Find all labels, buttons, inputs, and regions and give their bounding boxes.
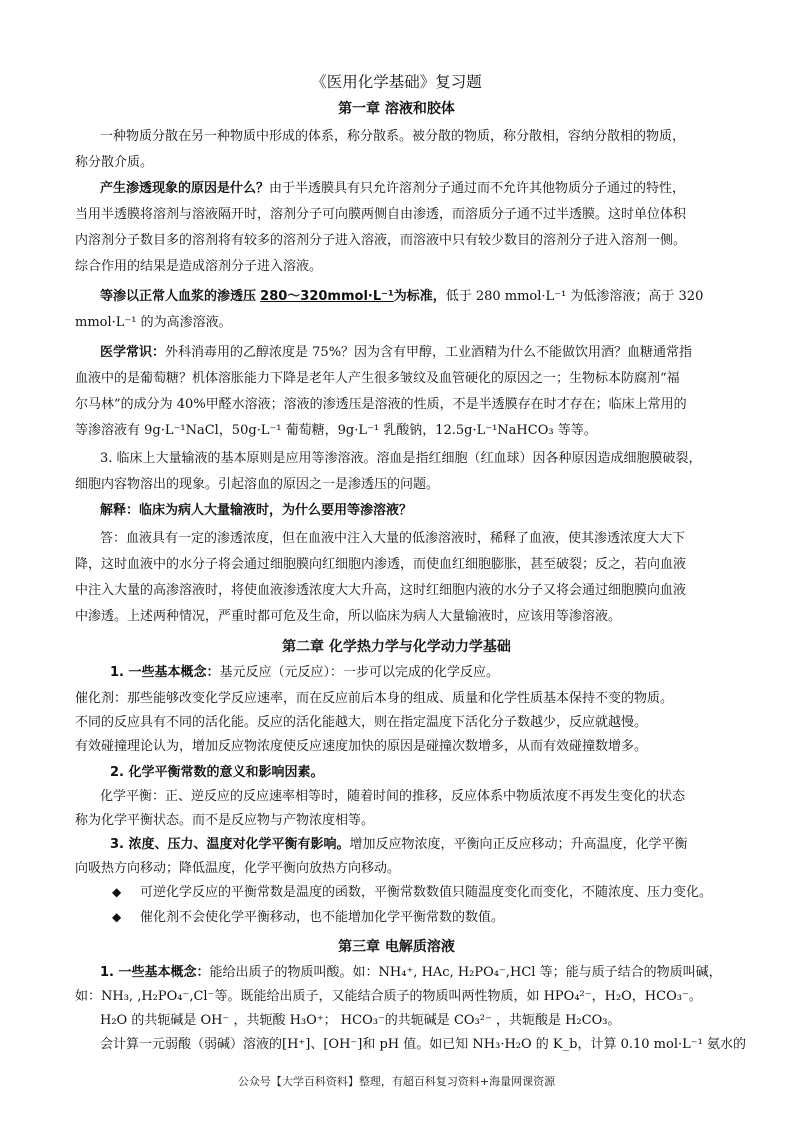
paragraph-line: 有效碰撞理论认为，增加反应物浓度使反应速度加快的原因是碰撞次数增多，从而有效碰撞数增多。	[75, 739, 648, 754]
paragraph-line: 向吸热方向移动；降低温度，化学平衡向放热方向移动。	[75, 861, 401, 876]
answer-line: 中注入大量的高渗溶液时，将使血液渗透浓度大大升高，这时红细胞内液的水分子又将会通过细胞膜向血液	[75, 583, 687, 598]
chapter-2-heading: 第二章 化学热力学与化学动力学基础	[282, 639, 511, 655]
chapter-3-heading: 第三章 电解质溶液	[338, 939, 455, 955]
paragraph-line: 3. 临床上大量输液的基本原则是应用等渗溶液。溶血是指红细胞（红血球）因各种原因造成细胞膜破裂，	[100, 451, 702, 466]
effect-line	[110, 836, 688, 854]
paragraph-line: 一种物质分散在另一种物质中形成的体系，称分散系。被分散的物质，称分散相，容纳分散相的物质，	[100, 129, 686, 144]
paragraph-line: 内溶剂分子数目多的溶剂将有较多的溶剂分子进入溶液，而溶液中只有较少数目的溶剂分子进入溶剂一侧。	[75, 233, 687, 248]
paragraph-line: 催化剂：那些能够改变化学反应速率，而在反应前后本身的组成、质量和化学性质基本保持不变的物质。	[75, 691, 674, 706]
paragraph-line: mmol·L⁻¹ 的为高渗溶液。	[75, 315, 232, 330]
paragraph-line: 血液中的是葡萄糖？机体溶胀能力下降是老年人产生很多皱纹及血管硬化的原因之一；生物标本防腐剂“福	[75, 371, 680, 386]
paragraph-line: 综合作用的结果是造成溶剂分子进入溶液。	[75, 259, 323, 274]
concept-bold: 1. 一些基本概念：	[100, 965, 210, 980]
diamond-bullet-icon: ◆	[112, 910, 122, 924]
answer-line: 中渗透。上述两种情况，严重时都可危及生命，所以临床为病人大量输液时，应该用等渗溶液。	[75, 609, 622, 624]
paragraph-line: 称为化学平衡状态。而不是反应物与产物浓度相等。	[75, 813, 375, 828]
bullet-item: 催化剂不会使化学平衡移动，也不能增加化学平衡常数的数值。	[140, 910, 505, 925]
isotonic-range: 280～320mmol·L⁻¹	[260, 289, 394, 304]
paragraph-line: H₂O 的共轭碱是 OH⁻ ，共轭酸 H₃O⁺； HCO₃⁻的共轭碱是 CO₃²⁻ ，共轭酸是 H₂CO₃。	[100, 1013, 621, 1028]
bullet-item: 可逆化学反应的平衡常数是温度的函数，平衡常数数值只随温度变化而变化，不随浓度、压力变化。	[140, 885, 713, 900]
medical-note-bold: 医学常识：	[100, 345, 166, 360]
subheading-text: 2. 化学平衡常数的意义和影响因素。	[110, 765, 324, 780]
medical-note-line	[100, 344, 692, 362]
concept-text: 基元反应（元反应）：一步可以完成的化学反应。	[219, 665, 500, 680]
paragraph-line: 如：NH₃, ,H₂PO₄⁻,Cl⁻等。既能给出质子，又能结合质子的物质叫两性物质，如 HPO₄²⁻，H₂O，HCO₃⁻。	[75, 989, 702, 1004]
diamond-bullet-icon: ◆	[112, 885, 122, 899]
medical-note-text: 外科消毒用的乙醇浓度是 75%？因为含有甲醇，工业酒精为什么不能做饮用酒？血糖通常指	[165, 345, 693, 360]
page-title: 《医用化学基础》复习题	[311, 73, 482, 91]
chapter-1-heading: 第一章 溶液和胶体	[338, 101, 455, 117]
concept-bold: 1. 一些基本概念：	[110, 665, 220, 680]
paragraph-line: 尔马林”的成分为 40%甲醛水溶液；溶液的渗透压是溶液的性质，不是半透膜存在时才存在；临床上常用的	[75, 397, 687, 412]
explain-question	[100, 502, 412, 520]
answer-line: 降，这时血液中的水分子将会通过细胞膜向红细胞内渗透，而使血红细胞膨胀，甚至破裂；反之，若向血液	[75, 557, 687, 572]
effect-text: 增加反应物浓度，平衡向正反应移动；升高温度，化学平衡	[349, 837, 688, 852]
paragraph-line: 称分散介质。	[75, 155, 154, 170]
isotonic-bold: 等渗以正常人血浆的渗透压	[100, 289, 257, 304]
paragraph-line: 化学平衡：正、逆反应的反应速率相等时，随着时间的推移，反应体系中物质浓度不再发生变化的状态	[100, 789, 686, 804]
explain-question-text: 解释：临床为病人大量输液时，为什么要用等渗溶液？	[100, 503, 413, 518]
paragraph-line: 细胞内容物溶出的现象。引起溶血的原因之一是渗透压的问题。	[75, 477, 440, 492]
isotonic-bold-2: 为标准，	[393, 289, 446, 304]
effect-bold: 3. 浓度、压力、温度对化学平衡有影响。	[110, 837, 350, 852]
subheading	[110, 764, 324, 782]
paragraph-line: 会计算一元弱酸（弱碱）溶液的[H⁺]、[OH⁻]和 pH 值。如已知 NH₃·H₂O 的 K_b，计算 0.10 mol·L⁻¹ 氨水的	[100, 1037, 746, 1052]
isotonic-line	[100, 288, 703, 306]
paragraph-line: 等渗溶液有 9g·L⁻¹NaCl，50g·L⁻¹ 葡萄糖，9g·L⁻¹ 乳酸钠，12.5g·L⁻¹NaHCO₃ 等等。	[75, 423, 597, 438]
question-line	[100, 180, 685, 198]
concept-text: 能给出质子的物质叫酸。如：NH₄⁺, HAc, H₂PO₄⁻,HCl 等；能与质子结合的物质叫碱，	[209, 965, 722, 980]
concept-line	[110, 664, 499, 682]
isotonic-text: 低于 280 mmol·L⁻¹ 为低渗溶液；高于 320	[445, 289, 704, 304]
paragraph-line: 不同的反应具有不同的活化能。反应的活化能越大，则在指定温度下活化分子数越少，反应就越慢。	[75, 715, 648, 730]
concept-line	[100, 964, 722, 982]
page-footer: 公众号【大学百科资料】整理，有超百科复习资料+海量网课资源	[237, 1075, 556, 1088]
question-bold: 产生渗透现象的原因是什么？	[100, 181, 270, 196]
answer-line: 答：血液具有一定的渗透浓度，但在血液中注入大量的低渗溶液时，稀释了血液，使其渗透浓度大大下	[100, 531, 686, 546]
paragraph-line: 当用半透膜将溶剂与溶液隔开时，溶剂分子可向膜两侧自由渗透，而溶质分子通不过半透膜。这时单位体积	[75, 207, 687, 222]
question-text: 由于半透膜具有只允许溶剂分子通过而不允许其他物质分子通过的特性，	[269, 181, 686, 196]
